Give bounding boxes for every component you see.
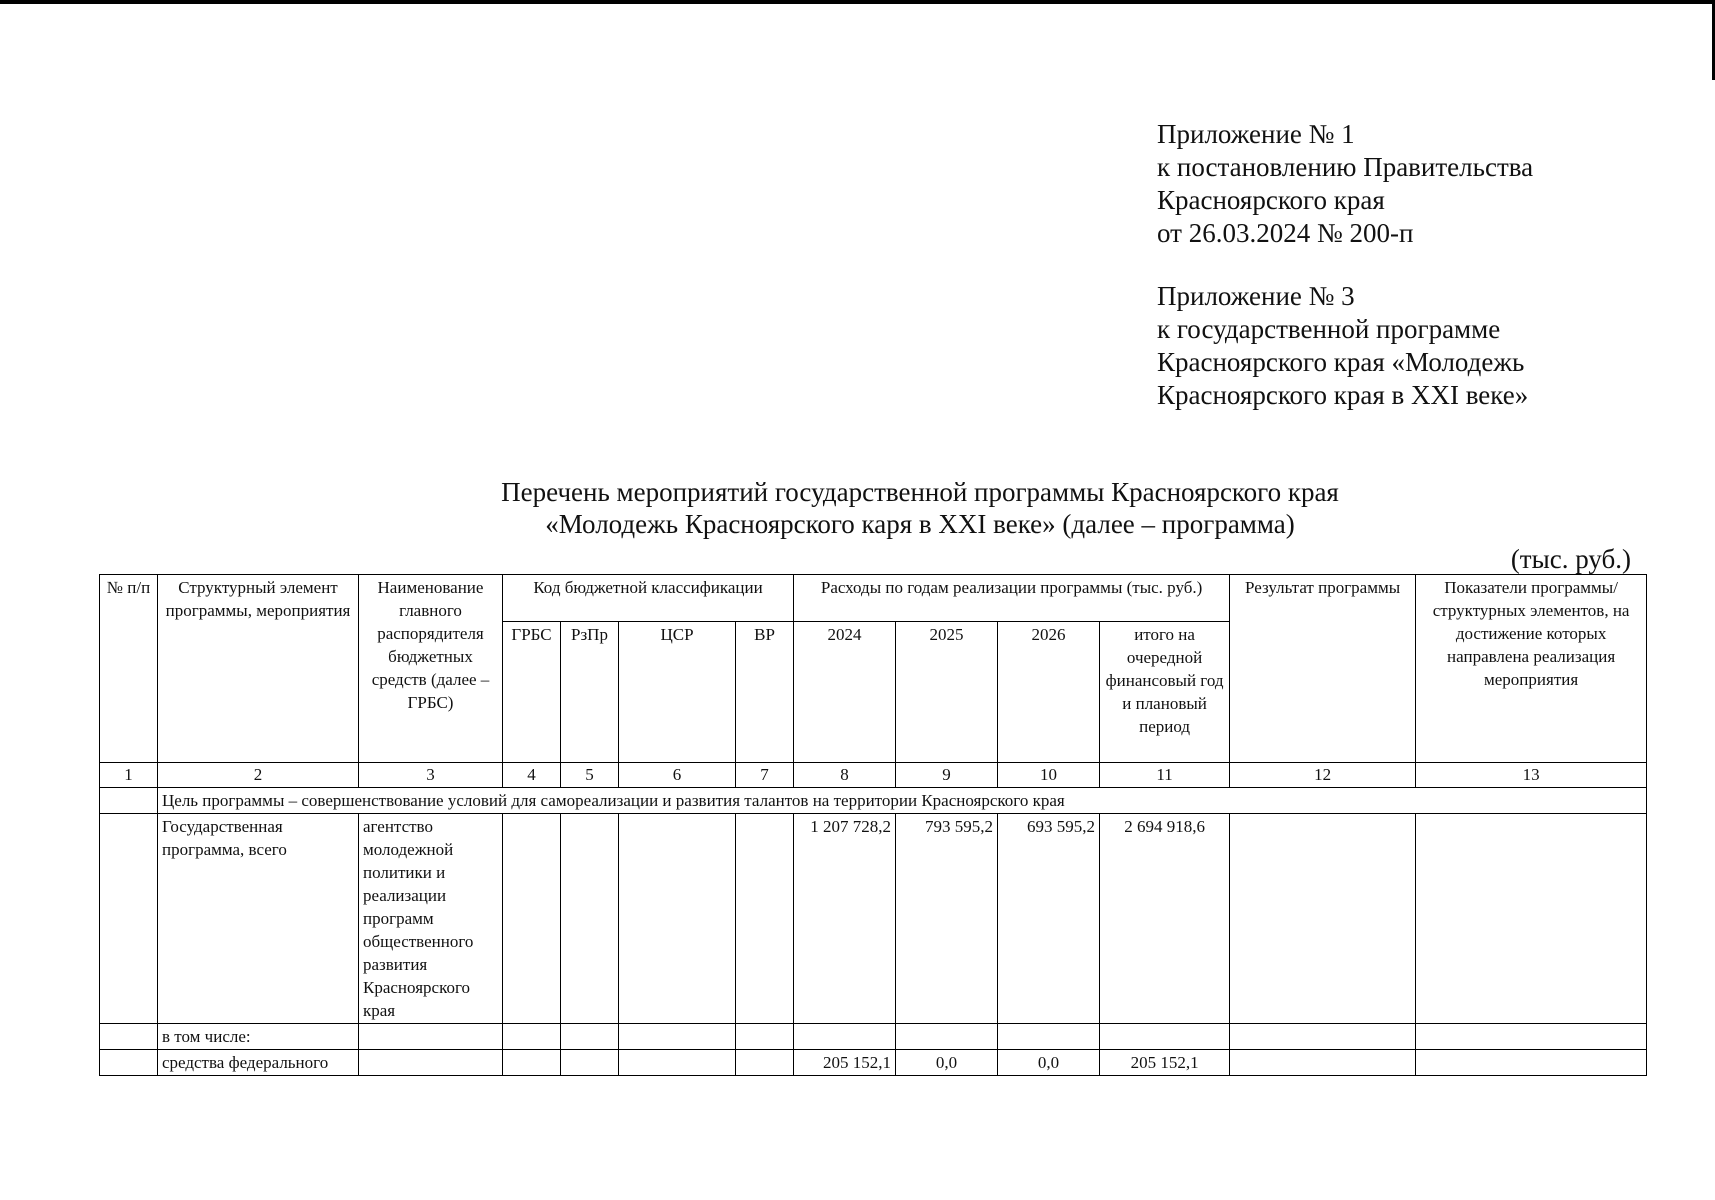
column-numbers-row	[100, 763, 1647, 788]
header-expenses-group: Расходы по годам реализации программы (тыс. руб.)	[794, 575, 1230, 622]
row-2026: 693 595,2	[998, 814, 1100, 1024]
row-rzpr	[561, 814, 619, 1024]
row-csr	[619, 1024, 736, 1050]
appendix-1-line: Красноярского края	[1157, 185, 1385, 215]
row-rzpr	[561, 1024, 619, 1050]
row-vr	[736, 1050, 794, 1076]
column-number: 4	[503, 763, 561, 788]
row-num	[100, 1050, 158, 1076]
appendix-3-block	[1157, 280, 1677, 412]
column-number: 2	[158, 763, 359, 788]
row-csr	[619, 814, 736, 1024]
row-vr	[736, 814, 794, 1024]
row-rzpr	[561, 1050, 619, 1076]
goal-row	[100, 788, 1647, 814]
units-label: (тыс. руб.)	[1510, 544, 1631, 574]
column-number: 7	[736, 763, 794, 788]
row-total	[1100, 1024, 1230, 1050]
row-result	[1230, 1024, 1416, 1050]
document-title	[300, 476, 1540, 540]
appendix-1-line: Приложение № 1	[1157, 119, 1355, 149]
scan-top-border	[0, 0, 1715, 4]
row-grbs	[503, 814, 561, 1024]
column-number: 6	[619, 763, 736, 788]
header-total: итого на очередной финансовый год и плановый период	[1100, 622, 1230, 763]
column-number: 10	[998, 763, 1100, 788]
document-title-line: Перечень мероприятий государственной программы Красноярского края	[501, 477, 1339, 507]
header-num: № п/п	[100, 575, 158, 763]
row-2025: 793 595,2	[896, 814, 998, 1024]
row-element: средства федерального	[158, 1050, 359, 1076]
table-row	[100, 1050, 1647, 1076]
row-element: в том числе:	[158, 1024, 359, 1050]
row-2024	[794, 1024, 896, 1050]
row-grbs-name	[359, 1024, 503, 1050]
program-goal: Цель программы – совершенствование условий для самореализации и развития талантов на территории Красноярского края	[158, 788, 1647, 814]
row-total: 2 694 918,6	[1100, 814, 1230, 1024]
goal-num-cell	[100, 788, 158, 814]
row-grbs-name: агентство молодежной политики и реализации программ общественного развития Красноярского края	[359, 814, 503, 1024]
program-measures-table	[99, 574, 1647, 1076]
column-number: 12	[1230, 763, 1416, 788]
row-2024: 205 152,1	[794, 1050, 896, 1076]
header-csr: ЦСР	[619, 622, 736, 763]
header-2025: 2025	[896, 622, 998, 763]
row-indicators	[1416, 1024, 1647, 1050]
document-title-line: «Молодежь Красноярского каря в XXI веке» (далее – программа)	[545, 509, 1295, 539]
row-total: 205 152,1	[1100, 1050, 1230, 1076]
header-rzpr: РзПр	[561, 622, 619, 763]
header-grbs: ГРБС	[503, 622, 561, 763]
row-indicators	[1416, 814, 1647, 1024]
appendix-3-line: к государственной программе	[1157, 314, 1501, 344]
appendix-1-line: к постановлению Правительства	[1157, 152, 1534, 182]
header-bk-group: Код бюджетной классификации	[503, 575, 794, 622]
column-number: 9	[896, 763, 998, 788]
column-number: 11	[1100, 763, 1230, 788]
header-row-1	[100, 575, 1647, 622]
header-2026: 2026	[998, 622, 1100, 763]
row-grbs	[503, 1050, 561, 1076]
row-num	[100, 1024, 158, 1050]
row-num	[100, 814, 158, 1024]
row-grbs	[503, 1024, 561, 1050]
appendix-1-line: от 26.03.2024 № 200-п	[1157, 218, 1414, 248]
column-number: 13	[1416, 763, 1647, 788]
column-number: 3	[359, 763, 503, 788]
header-indicators: Показатели программы/ структурных элементов, на достижение которых направлена реализация мероприятия	[1416, 575, 1647, 763]
column-number: 8	[794, 763, 896, 788]
table-row	[100, 1024, 1647, 1050]
header-vr: ВР	[736, 622, 794, 763]
row-2026	[998, 1024, 1100, 1050]
row-2024: 1 207 728,2	[794, 814, 896, 1024]
header-element: Структурный элемент программы, мероприятия	[158, 575, 359, 763]
header-grbs-name: Наименование главного распорядителя бюджетных средств (далее – ГРБС)	[359, 575, 503, 763]
row-result	[1230, 1050, 1416, 1076]
row-grbs-name	[359, 1050, 503, 1076]
appendix-3-line: Красноярского края в XXI веке»	[1157, 380, 1529, 410]
appendix-1-block	[1157, 118, 1677, 250]
row-2025	[896, 1024, 998, 1050]
row-result	[1230, 814, 1416, 1024]
appendix-3-line: Красноярского края «Молодежь	[1157, 347, 1525, 377]
row-element: Государственная программа, всего	[158, 814, 359, 1024]
appendix-3-line: Приложение № 3	[1157, 281, 1355, 311]
header-result: Результат программы	[1230, 575, 1416, 763]
row-indicators	[1416, 1050, 1647, 1076]
row-csr	[619, 1050, 736, 1076]
row-2025: 0,0	[896, 1050, 998, 1076]
header-2024: 2024	[794, 622, 896, 763]
column-number: 1	[100, 763, 158, 788]
row-vr	[736, 1024, 794, 1050]
row-2026: 0,0	[998, 1050, 1100, 1076]
table-row	[100, 814, 1647, 1024]
column-number: 5	[561, 763, 619, 788]
